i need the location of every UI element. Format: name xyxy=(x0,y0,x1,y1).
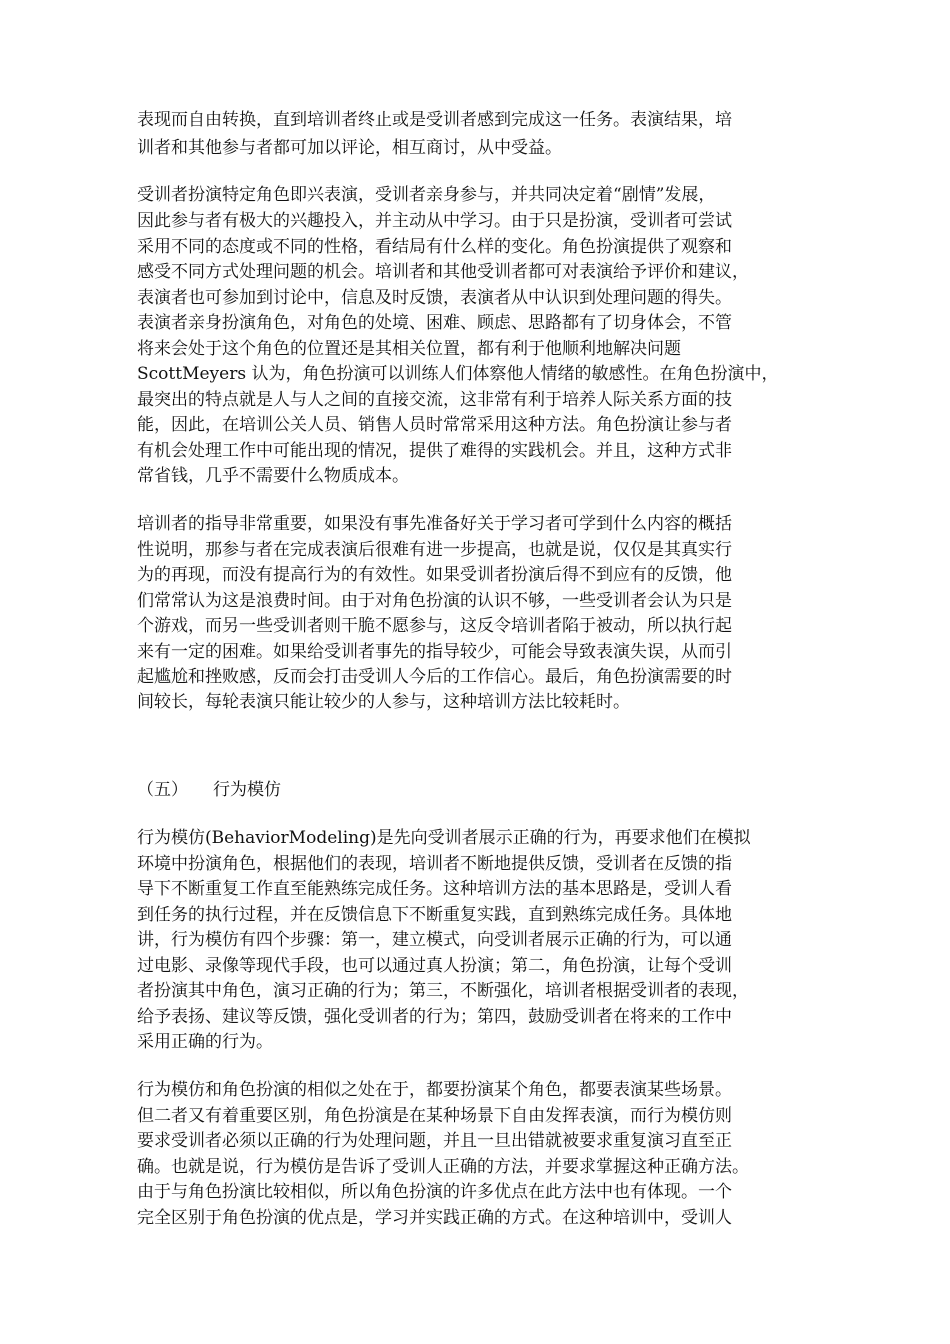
paragraph-line: 有机会处理工作中可能出现的情况，提供了难得的实践机会。并且，这种方式非 xyxy=(137,441,732,461)
paragraph-line: 要求受训者必须以正确的行为处理问题，并且一旦出错就被要求重复演习直至正 xyxy=(137,1131,732,1151)
paragraph-line: 导下不断重复工作直至能熟练完成任务。这种培训方法的基本思路是，受训人看 xyxy=(137,879,732,899)
paragraph-line: 环境中扮演角色，根据他们的表现，培训者不断地提供反馈，受训者在反馈的指 xyxy=(137,854,732,874)
paragraph-line: 最突出的特点就是人与人之间的直接交流，这非常有利于培养人际关系方面的技 xyxy=(137,390,732,410)
paragraph-line: 训者和其他参与者都可加以评论，相互商讨，从中受益。 xyxy=(137,138,562,158)
paragraph-line: 由于与角色扮演比较相似，所以角色扮演的许多优点在此方法中也有体现。一个 xyxy=(137,1182,732,1202)
paragraph-line: 培训者的指导非常重要，如果没有事先准备好关于学习者可学到什么内容的概括 xyxy=(137,514,732,534)
paragraph-line: 间较长，每轮表演只能让较少的人参与，这种培训方法比较耗时。 xyxy=(137,692,630,712)
section-number: （五） xyxy=(137,780,188,800)
section-title: 行为模仿 xyxy=(213,780,281,800)
paragraph-line: 过电影、录像等现代手段，也可以通过真人扮演；第二，角色扮演，让每个受训 xyxy=(137,956,732,976)
paragraph-line: 起尴尬和挫败感，反而会打击受训人今后的工作信心。最后，角色扮演需要的时 xyxy=(137,667,732,687)
paragraph-line: ScottMeyers 认为，角色扮演可以训练人们体察他人情绪的敏感性。在角色扮演中， xyxy=(137,364,779,384)
paragraph-line: 但二者又有着重要区别，角色扮演是在某种场景下自由发挥表演，而行为模仿则 xyxy=(137,1106,732,1126)
paragraph-line: 表演者也可参加到讨论中，信息及时反馈，表演者从中认识到处理问题的得失。 xyxy=(137,288,732,308)
paragraph-line: 将来会处于这个角色的位置还是其相关位置，都有利于他顺利地解决问题 xyxy=(137,339,681,359)
paragraph-line: 为的再现，而没有提高行为的有效性。如果受训者扮演后得不到应有的反馈，他 xyxy=(137,565,732,585)
paragraph-line: 们常常认为这是浪费时间。由于对角色扮演的认识不够，一些受训者会认为只是 xyxy=(137,591,732,611)
paragraph-line: 完全区别于角色扮演的优点是，学习并实践正确的方式。在这种培训中，受训人 xyxy=(137,1208,732,1228)
paragraph-line: 表现而自由转换，直到培训者终止或是受训者感到完成这一任务。表演结果，培 xyxy=(137,110,732,130)
paragraph-line: 性说明，那参与者在完成表演后很难有进一步提高，也就是说，仅仅是其真实行 xyxy=(137,540,732,560)
paragraph-line: 感受不同方式处理问题的机会。培训者和其他受训者都可对表演给予评价和建议， xyxy=(137,262,749,282)
paragraph-line: 讲，行为模仿有四个步骤：第一，建立模式，向受训者展示正确的行为，可以通 xyxy=(137,930,732,950)
paragraph-line: 行为模仿(BehaviorModeling)是先向受训者展示正确的行为，再要求他们在模拟 xyxy=(137,828,751,848)
paragraph-line: 常省钱，几乎不需要什么物质成本。 xyxy=(137,466,409,486)
paragraph-line: 受训者扮演特定角色即兴表演，受训者亲身参与，并共同决定着“剧情”发展， xyxy=(137,185,716,205)
paragraph-line: 能，因此，在培训公关人员、销售人员时常常采用这种方法。角色扮演让参与者 xyxy=(137,415,732,435)
paragraph-line: 到任务的执行过程，并在反馈信息下不断重复实践，直到熟练完成任务。具体地 xyxy=(137,905,732,925)
paragraph-line: 确。也就是说，行为模仿是告诉了受训人正确的方法，并要求掌握这种正确方法。 xyxy=(137,1157,749,1177)
paragraph-line: 来有一定的困难。如果给受训者事先的指导较少，可能会导致表演失误，从而引 xyxy=(137,642,732,662)
paragraph-line: 者扮演其中角色，演习正确的行为；第三，不断强化，培训者根据受训者的表现， xyxy=(137,981,749,1001)
paragraph-line: 个游戏，而另一些受训者则干脆不愿参与，这反令培训者陷于被动，所以执行起 xyxy=(137,616,732,636)
paragraph-line: 给予表扬、建议等反馈，强化受训者的行为；第四，鼓励受训者在将来的工作中 xyxy=(137,1007,732,1027)
paragraph-line: 表演者亲身扮演角色，对角色的处境、困难、顾虑、思路都有了切身体会，不管 xyxy=(137,313,732,333)
paragraph-line: 因此参与者有极大的兴趣投入，并主动从中学习。由于只是扮演，受训者可尝试 xyxy=(137,211,732,231)
paragraph-line: 行为模仿和角色扮演的相似之处在于，都要扮演某个角色，都要表演某些场景。 xyxy=(137,1080,732,1100)
paragraph-line: 采用正确的行为。 xyxy=(137,1032,273,1052)
paragraph-line: 采用不同的态度或不同的性格，看结局有什么样的变化。角色扮演提供了观察和 xyxy=(137,237,732,257)
